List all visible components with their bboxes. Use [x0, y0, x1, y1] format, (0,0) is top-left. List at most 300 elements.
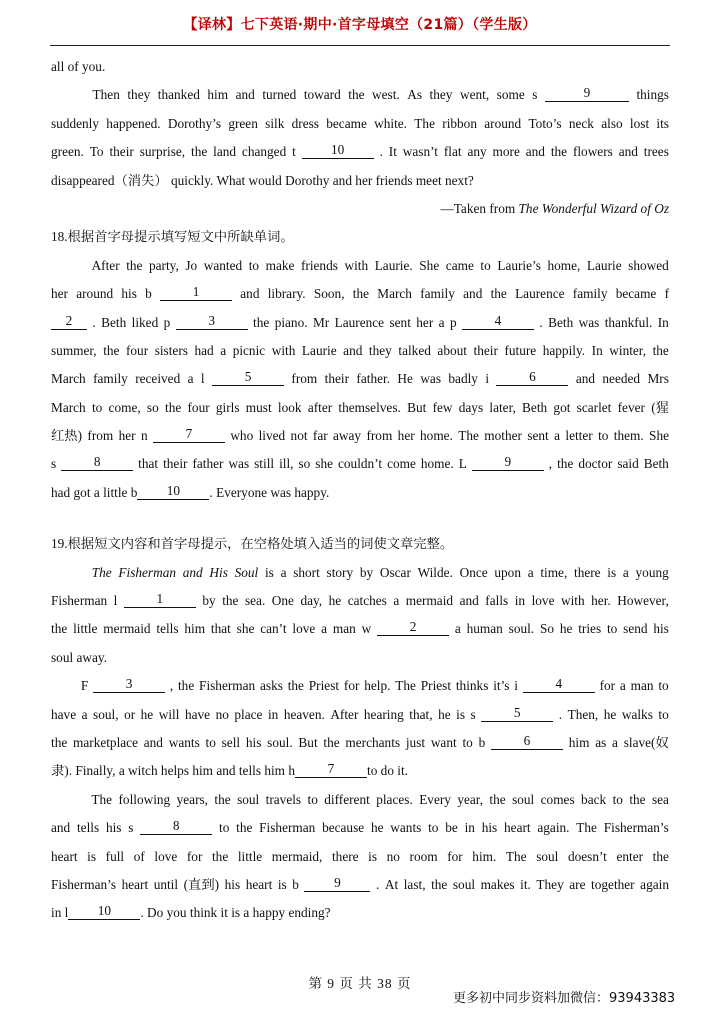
word: to [219, 820, 230, 836]
word: . [558, 706, 563, 722]
word: back [581, 791, 607, 807]
word: come [387, 456, 416, 472]
word: four [125, 342, 149, 358]
word: four [187, 399, 210, 415]
word: of [133, 848, 145, 864]
word: soul [512, 791, 535, 807]
text-run: . Do you think it is a happy ending? [140, 905, 331, 921]
word: for [599, 678, 616, 694]
word: p [163, 314, 171, 330]
word: no [386, 848, 400, 864]
word: it. [520, 876, 531, 892]
word: walks [621, 706, 653, 722]
word: wanted [203, 257, 243, 273]
word: upon [494, 564, 521, 580]
word: badly [448, 371, 478, 387]
word: friends [300, 257, 338, 273]
text-line [51, 483, 669, 511]
word: It [388, 144, 397, 160]
word: future [504, 342, 537, 358]
word: can’t [260, 621, 287, 637]
word: it’s [493, 678, 510, 694]
word: trees [643, 144, 669, 160]
word: a [612, 734, 618, 750]
word: talked [398, 342, 431, 358]
word: he [328, 593, 342, 609]
word: enter [616, 848, 644, 864]
word: the [652, 342, 669, 358]
word: Fisherman’s [51, 876, 117, 892]
paragraph-gap [51, 511, 669, 534]
word: make [265, 257, 295, 273]
word: After [330, 706, 359, 722]
word: sell [221, 734, 241, 750]
word: But [407, 399, 427, 415]
word: lost [629, 115, 650, 131]
word: thinks [455, 678, 489, 694]
word: until [153, 876, 179, 892]
word: is [456, 706, 466, 722]
word: they [127, 87, 151, 103]
word: their [473, 342, 498, 358]
word: man [332, 621, 356, 637]
word: father [192, 456, 224, 472]
word: Laurence [334, 314, 385, 330]
word: Laurence [515, 286, 565, 302]
answer-blank-10[interactable]: 10 [68, 903, 140, 920]
text-line [51, 426, 669, 454]
promo-note: 更多初中同步资料加微信：93943383 [453, 991, 676, 1006]
word: girls [215, 399, 240, 415]
word: the [51, 621, 68, 637]
text-line [51, 341, 669, 369]
word: the [165, 399, 182, 415]
word: turned [262, 87, 297, 103]
word: his [105, 820, 122, 836]
word: She [419, 257, 440, 273]
word: Fisherman’s [603, 820, 669, 836]
word: l [113, 593, 118, 609]
text-line [51, 114, 669, 142]
word: n [140, 428, 148, 444]
word: day, [300, 593, 323, 609]
word: with [561, 593, 585, 609]
word: white. [374, 115, 408, 131]
word: she [315, 456, 334, 472]
word: is [607, 564, 617, 580]
text-line [51, 454, 669, 482]
text-line [51, 398, 669, 426]
word: a [622, 564, 629, 580]
word: heart [121, 876, 149, 892]
text-line [51, 284, 669, 312]
word: again [640, 876, 669, 892]
word: and [618, 144, 638, 160]
word: the [211, 848, 229, 864]
word: to [205, 734, 216, 750]
word: winter, [609, 342, 647, 358]
word: travels [265, 791, 302, 807]
word: they [368, 342, 392, 358]
word: (直到) [183, 876, 220, 892]
word: room [409, 848, 438, 864]
word: things [636, 87, 669, 103]
word: tells [76, 820, 100, 836]
word: ribbon [442, 115, 477, 131]
word: the [222, 593, 239, 609]
word: flowers [572, 144, 613, 160]
word: place [234, 706, 263, 722]
word: her [397, 428, 415, 444]
word: The [91, 564, 112, 580]
word: a [438, 314, 445, 330]
answer-blank-3[interactable]: 3 [93, 676, 165, 693]
word: was [578, 314, 600, 330]
answer-blank-8[interactable]: 8 [140, 818, 212, 835]
word: was [420, 371, 441, 387]
word: had [194, 342, 214, 358]
word: after [307, 399, 333, 415]
text-line [51, 85, 669, 113]
word: became [615, 286, 657, 302]
word: the [191, 144, 208, 160]
word: Laurie [301, 342, 337, 358]
word: so [146, 399, 159, 415]
word: suddenly [51, 115, 100, 131]
word: mermaid [405, 593, 454, 609]
answer-blank-1[interactable]: 1 [160, 284, 232, 301]
text-line [51, 199, 669, 227]
word: received [135, 371, 181, 387]
word: its [656, 115, 669, 131]
word: (猩 [651, 399, 669, 415]
answer-blank-10[interactable]: 10 [302, 142, 374, 159]
word: far [312, 428, 328, 444]
answer-blank-6[interactable]: 6 [491, 733, 563, 750]
word: Fisherman [118, 564, 177, 580]
text-run: in l [51, 905, 69, 921]
word: places. [376, 791, 413, 807]
word: home. [420, 456, 454, 472]
word: year, [457, 791, 484, 807]
word: help. [364, 678, 391, 694]
word: the [489, 791, 506, 807]
word: Fisherman [51, 593, 108, 609]
word: Every [419, 791, 451, 807]
word: that [210, 621, 231, 637]
word: to [598, 428, 609, 444]
word: soul. [267, 734, 293, 750]
word: Oscar [379, 564, 411, 580]
word: needed [602, 371, 641, 387]
word: also [601, 115, 623, 131]
word: became [326, 115, 367, 131]
answer-blank-4[interactable]: 4 [523, 676, 595, 693]
word: March [51, 399, 86, 415]
answer-blank-5[interactable]: 5 [481, 705, 553, 722]
word: time, [540, 564, 568, 580]
answer-blank-5[interactable]: 5 [212, 369, 284, 386]
word: around [484, 115, 522, 131]
word: the [103, 342, 120, 358]
word: to [658, 706, 669, 722]
word: heart [51, 848, 78, 864]
word: some [496, 87, 525, 103]
word: But [298, 734, 318, 750]
word: him [568, 734, 590, 750]
word: or [124, 706, 136, 722]
word: s [470, 706, 476, 722]
word: slave(奴 [623, 734, 669, 750]
word: be [445, 820, 458, 836]
text-line [51, 875, 669, 903]
word: to [462, 734, 473, 750]
word: the [348, 87, 365, 103]
word: in [267, 706, 279, 722]
text-line [51, 847, 669, 875]
word: any [467, 144, 487, 160]
text-line [51, 563, 669, 591]
word: is [277, 876, 287, 892]
word: s [532, 87, 538, 103]
word: got [553, 399, 571, 415]
word: She [649, 428, 669, 444]
word: hearing [363, 706, 404, 722]
word: a [187, 371, 194, 387]
word: to [480, 257, 491, 273]
answer-blank-4[interactable]: 4 [462, 313, 534, 330]
word: human [466, 621, 503, 637]
answer-blank-9[interactable]: 9 [304, 875, 370, 892]
word: the [323, 734, 340, 750]
answer-blank-3[interactable]: 3 [176, 313, 248, 330]
word: Then, [567, 706, 599, 722]
word: lived [258, 428, 286, 444]
text-line [51, 676, 669, 704]
word: said [617, 456, 639, 472]
word: for [343, 678, 360, 694]
word: The [91, 791, 113, 807]
word: still [254, 456, 275, 472]
answer-blank-7[interactable]: 7 [295, 761, 367, 778]
word: his [481, 820, 498, 836]
word: heart [245, 876, 273, 892]
word: by [202, 593, 216, 609]
word: have [184, 706, 211, 722]
text-run: disappeared（消失） quickly. What would Dorothy and her friends meet next? [51, 172, 474, 188]
answer-blank-7[interactable]: 7 [153, 426, 225, 443]
page-number: 第 9 页 共 38 页 [308, 976, 412, 991]
text-line [51, 790, 669, 818]
word: merchants [345, 734, 401, 750]
answer-blank-2[interactable]: 2 [51, 313, 87, 330]
word: that, [409, 706, 433, 722]
word: her. [591, 593, 611, 609]
word: Wilde. [417, 564, 453, 580]
text-run: soul away. [51, 649, 108, 665]
word: So [539, 621, 555, 637]
word: just [405, 734, 426, 750]
word: have [51, 706, 77, 722]
word: green [228, 115, 258, 131]
word: in [464, 820, 475, 836]
word: sisters [154, 342, 188, 358]
word: . [92, 314, 96, 330]
word: Mrs [647, 371, 669, 387]
word: soul. [508, 621, 535, 637]
word: In [591, 342, 603, 358]
word: thankful. [604, 314, 653, 330]
word: send [623, 621, 648, 637]
word: different [324, 791, 370, 807]
word: short [293, 564, 320, 580]
word: the [51, 734, 68, 750]
word: a [81, 706, 88, 722]
answer-blank-2[interactable]: 2 [377, 619, 449, 636]
word: tries [578, 621, 602, 637]
word: However, [617, 593, 669, 609]
word: March [377, 286, 412, 302]
word: there [331, 848, 359, 864]
word: the [253, 314, 270, 330]
answer-blank-9[interactable]: 9 [472, 454, 544, 471]
text-line [51, 57, 669, 85]
word: The [505, 848, 527, 864]
word: mermaid [103, 621, 151, 637]
word: Jo [185, 257, 198, 273]
word: their [109, 144, 134, 160]
word: west. [372, 87, 400, 103]
word: One [271, 593, 294, 609]
word: At [384, 876, 399, 892]
word: full [105, 848, 125, 864]
word: him. [472, 848, 497, 864]
word: themselves. [338, 399, 401, 415]
word: Fisherman [199, 678, 256, 694]
word: family [572, 286, 608, 302]
text-run: —Taken from [440, 200, 519, 216]
word: marketplace [73, 734, 138, 750]
word: , [548, 456, 553, 472]
word: mother [484, 428, 522, 444]
word: Laurie [586, 257, 622, 273]
word: b [292, 876, 299, 892]
text-line [51, 903, 669, 931]
answer-blank-8[interactable]: 8 [61, 454, 133, 471]
word: doesn’t [567, 848, 607, 864]
word: As [407, 87, 423, 103]
word: land [213, 144, 237, 160]
word: l [200, 371, 205, 387]
word: Laurie’s [497, 257, 541, 273]
word: dress [291, 115, 319, 131]
word: green. [51, 144, 84, 160]
word: s [128, 820, 134, 836]
word: Then [92, 87, 120, 103]
text-line [51, 591, 669, 619]
word: him [184, 621, 206, 637]
word: Beth [643, 456, 669, 472]
word: letter [565, 428, 593, 444]
word: her [118, 428, 136, 444]
word: . [376, 876, 380, 892]
word: Beth [522, 399, 548, 415]
word: mermaid, [271, 848, 323, 864]
answer-blank-10[interactable]: 10 [137, 483, 209, 500]
word: sent [389, 314, 411, 330]
word: ill, [279, 456, 294, 472]
word: as [595, 734, 607, 750]
word: few [432, 399, 453, 415]
text-line [51, 818, 669, 846]
word: Laurie. [374, 257, 413, 273]
word: f [664, 286, 669, 302]
word: p [449, 314, 457, 330]
word: s [51, 456, 57, 472]
word: a [280, 564, 287, 580]
word: that [138, 456, 159, 472]
word: His [209, 564, 228, 580]
word: and [182, 564, 203, 580]
word: asks [260, 678, 283, 694]
word: Mr [312, 314, 330, 330]
word: tells [156, 621, 179, 637]
word: and [463, 286, 483, 302]
word: wants [390, 820, 422, 836]
word: wants [168, 734, 200, 750]
word: soul [536, 848, 559, 864]
word: to [658, 678, 669, 694]
word: her [416, 314, 434, 330]
word: love [292, 621, 316, 637]
text-line [51, 619, 669, 647]
word: father. [356, 371, 391, 387]
word: soul [237, 791, 260, 807]
text-line [51, 705, 669, 733]
word: After [91, 257, 120, 273]
word: his [224, 876, 241, 892]
word: will [158, 706, 180, 722]
word: a [454, 621, 461, 637]
word: to [612, 791, 623, 807]
word: party, [149, 257, 179, 273]
word: surprise, [139, 144, 186, 160]
word: in [514, 593, 526, 609]
italic-title: The Wonderful Wizard of Oz [518, 200, 669, 216]
document-body [51, 57, 669, 932]
word: the [490, 286, 507, 302]
word: she [236, 621, 255, 637]
word: he [559, 621, 573, 637]
word: i [485, 371, 490, 387]
answer-blank-6[interactable]: 6 [496, 369, 568, 386]
word: came [445, 257, 474, 273]
answer-blank-9[interactable]: 9 [545, 85, 629, 102]
answer-blank-1[interactable]: 1 [124, 591, 196, 608]
word: 红热) [51, 428, 83, 444]
word: love [531, 593, 555, 609]
word: the [177, 678, 195, 694]
word: following [118, 791, 171, 807]
text-line [51, 171, 669, 199]
word: so [298, 456, 311, 472]
word: b [478, 734, 486, 750]
word: from [291, 371, 318, 387]
word: picnic [232, 342, 266, 358]
word: story [326, 564, 354, 580]
word: He [397, 371, 413, 387]
word: the [629, 791, 646, 807]
